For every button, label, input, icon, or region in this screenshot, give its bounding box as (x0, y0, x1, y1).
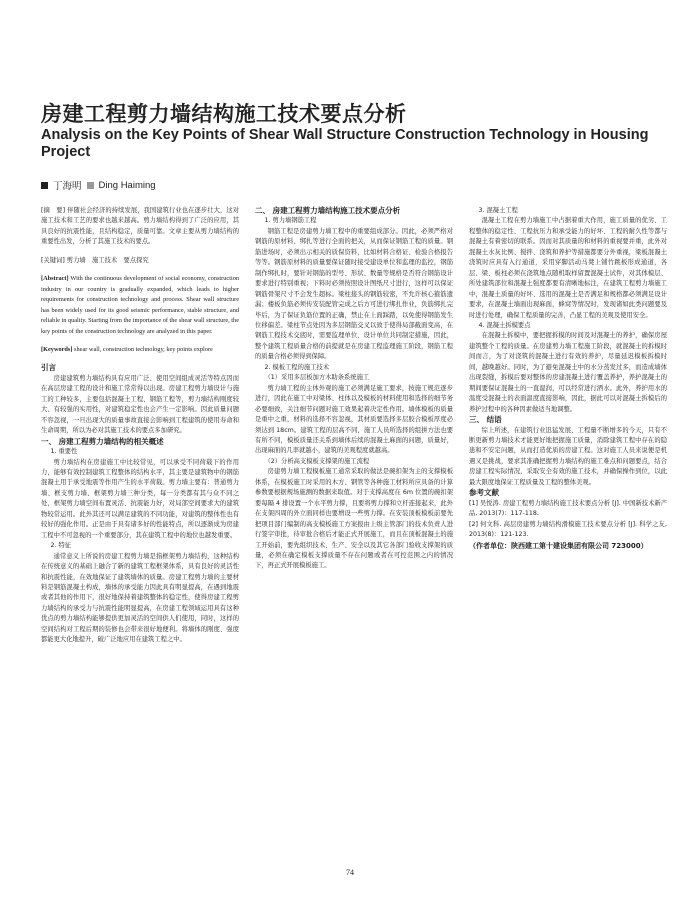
section-1-heading: 一、 房建工程剪力墙结构的相关概述 (41, 436, 164, 446)
section-1-1-heading: 1. 重要性 (50, 448, 78, 456)
keywords-cn: [关键词] 剪力墙 施工技术 要点探究 (41, 256, 149, 264)
article-title-cn: 房建工程剪力墙结构施工技术要点分析 (41, 102, 407, 126)
author-line (41, 178, 156, 192)
author-name-en: Ding Haiming (98, 179, 156, 191)
article-title-en: Analysis on the Key Points of Shear Wall Structure Construction Technology in Housing Project (41, 127, 649, 160)
section-2-3-heading: 3. 混凝土工程 (478, 207, 518, 214)
author-marker-icon (87, 182, 94, 189)
section-2-2-heading: 2. 模板工程的施工技术 (264, 363, 330, 371)
column-2 (255, 206, 453, 572)
abstract-en-label: [Abstract] (41, 275, 69, 283)
column-1 (41, 206, 239, 644)
author-affiliation: （作者单位：陕西建工第十建设集团有限公司 723000） (469, 541, 648, 550)
intro-heading: 引言 (41, 363, 56, 373)
section-1-2-heading: 2. 特征 (50, 542, 72, 550)
keywords-en-text: shear wall, construction technology, key points explore (72, 345, 213, 353)
reference-item: [2] 何文科. 高层房建剪力墙结构滑模施工技术要点分析 [J]. 科学之友, 2013(8)：121-123. (469, 520, 667, 539)
section-2-4-heading: 4. 混凝土拆模要点 (478, 321, 531, 329)
section-2-2-2-heading: （2）分析高支模板支撑架的施工流程 (264, 457, 370, 465)
section-3-text: 综上所述，在建筑行业迅猛发展、工程量不断增多的今天，只有不断更新剪力墙技术才能更好地把握施工质量，消除建筑工程中存在的隐患和不安定问题，从而打造优质的房建工程。这对施工人员来说便是机遇又是挑战，要求其准确把握剪力墙结构的施工难点和问题要点，结合房建工程实际情况，采取安全有效的施工技术，并确保操作到位，以此最大限度地保证工程质量及工程的整体美观。 (469, 426, 667, 486)
author-marker-icon (41, 182, 48, 189)
keywords-en (41, 345, 239, 355)
reference-item: [1] 吴悦涛. 房建工程剪力墙结构施工技术要点分析 [J]. 中国新技术新产品, 2013(7)：117-118. (469, 499, 667, 518)
section-2-2-1-text: 剪力墙工程的主体外观的施工必须满足施工要求，按施工规范逐步进行，因此在施工中对梁体、柱体以及模板的材料使用和选择的细节务必要细致，关注细节问题对施工效果起着决定性作用。墙体模板的质量是重中之重，材料的选择不容忽视，其材质要选择多层胶合模板厚度必须达到 18cm。建筑工程的层高不同，施工人员所选择的组拼方法也要有所不同，模板质量还关系到墙体后续的混凝土麻面的问题，质量好，出现麻面的几率就越小，建筑的美观程度就越高。 (255, 384, 453, 455)
section-2-2-1-heading: （1）采用多层板加方木助条系统施工 (264, 374, 370, 382)
column-3 (469, 206, 667, 551)
references-heading: 参考文献 (469, 488, 499, 498)
section-2-2-2-text: 房建剪力墙工程模板施工通常采取的做法是碗扣架为主的支撑模板体系，在模板施工时采用的木方、钢管等各种施工材料所应具备的计算参数要根据规场施测的数据来取值。对于支撑高度在 6m 位置的碗扣架要每隔 4 排设置一个水平剪力撑，且要将剪力撑和立杆连接起来，此外在支架四周的外立面同样也要增设一些剪力撑。在安装顶板模板前要先把项目部门编制的高支模板施工方案报由上级主管部门的技术负责人进行签字审批，待审批合格后才能正式开展施工，而且在顶板混凝土的施工开始前，要先组织技术、生产、安全以及其它各部门验收支撑架的质量，必须在确定模板支撑质量不存在问题或者在可控范围之内的情况下，再正式开展模板施工。 (255, 468, 453, 570)
intro-text: 房建建筑剪力墙结构具有应用广泛、使用空间组成灵活等特点因而在高层房建工程的设计和施工常常得以出现。房建工程剪力墙设计与施工的工种较多，主要包括混凝土工程、钢筋工程等，剪力墙结构刚度较大、有较强的实用性，对建筑稳定性也会产生一定影响。因此质量问题不容忽视，一旦出现大的质量事故直接会影响到工程建筑的使用寿命和生命周期，所以为必对其施工技术的要点多加研究。 (41, 374, 239, 435)
keywords-en-label: [Keywords] (41, 345, 73, 353)
section-1-1-text: 剪力墙结构在房建施工中比较常见，可以承受不同荷载下的作用力，能够有效控制建筑工程整体的结构水平，其主要是建筑物中的钢筋混凝土用于承受地震等作用产生的水平荷载。剪力墙主要有：普通剪力墙、框支剪力墙、框架剪力墙三种分类，每一分类都有其与众不同之处，框架剪力墙空间布置灵活、抗震能力好，对局部空间要求大的建筑物较常运用。此外其还可以满足建筑的不同功能，对建筑的整体性也有较好的强化作用。正是由于具有诸多好的性能特点，所以逐渐成为房建工程中不可忽视的一个重要部分，其在建筑工程中的地位也越发重要。 (41, 458, 239, 539)
section-2-1-heading: 1. 剪力墙钢筋工程 (264, 217, 317, 225)
abstract-cn: [摘 要] 伴随社会经济的持续发展，我国建筑行业也在逐步壮大，这对施工技术和工艺的要求也越来越高。剪力墙结构得到了广泛的应用，其具良好的抗震性能，且结构稳定，质量可靠。文章主要从剪力墙结构的重要性出发，分析了其施工技术的要点。 (41, 207, 239, 246)
section-3-heading: 三、 结语 (469, 415, 502, 425)
abstract-en-text: With the continuous development of social economy, construction industry in our country is gradually expanded, which leads to higher requirements for construction technology and process. Shear wall structure has been widely used for its good seismic performance, stable structure, and reliable in quality. Starting from the importance of the shear wall structure, the key points of the construction technology are analyzed in this paper. (41, 275, 239, 335)
page-number: 74 (346, 868, 354, 877)
section-1-2-text: 通常意义上所说的房建工程剪力墙是指框架剪力墙结构，这种结构在传统意义的基础上融合了新的建筑工程框架体系，具有良好的灵活性和抗震性能，在效地保证了建筑墙体的质量。房建工程剪力墙的主要材料是钢筋混凝土构成，墙体的承受能力因此具有明显提高，在遇到地震或者其他的作用下，很好地保持着建筑整体的稳定性，使得房建工程剪力墙结构的承受力与抗震性能明显提高，在房建工程领域运用具有这种优点的剪力墙结构能够提供更加灵活的空间供人们使用，同时，这样的空间结构对工程后期的装修也会带来很好地便利。将墙体的刚度、强度都能更大化地提升，破广泛地应用在建筑工程之中。 (41, 552, 239, 644)
section-2-4-text: 在混凝土拆模中，要把握拆模的时间及对混凝土的养护，确保房屋建筑整个工程的质量。在房建剪力墙工程施工阶段，就混凝土的拆模时间而言，为了对浇筑的混凝土进行有效的养护，尽量延迟模板拆模时间，越晚越好。同时，为了避免混凝土中的水分蒸发过多，而造成墙体出现裂缝，拆模后要对整体的房建混凝土进行覆盖养护，养护混凝土的期间要保证混凝土的一直湿润，可以经常进行洒水。此外，养护用水的温度受混凝土的表面温度直接影响，因此，据此可以对混凝土拆模后的养护过程中的各种因素做适当地调整。 (469, 332, 667, 413)
section-2-1-text: 钢筋工程是房建剪力墙工程中的重要组成部分。因此，必须严格对钢筋的原材料、绑扎等进行全面的把关，从而保证钢筋工程的质量。钢筋进场时，必须出示相关的质保资料，比如材料合格证、检验合格报告等等。钢筋原材料的质量要保证随时接受建设单位和监理的监控，钢筋制作绑扎时，要针对钢筋的型号、形状、数量等规格是否符合钢筋设计要求进行特别重视；下料时必须按照设计图纸尺寸进行，这样可以保证钢筋骨架尺寸不会发生超标。梁柱接头的钢筋较密，不允许核心箍筋遗漏；楼板负筋必须传安装配管完成之后方可进行绑扎作业，负筋绑扎完毕后，为了保证负筋位置的正确，禁止在上面踩踏，以免使得钢筋发生位移偏差。梁柱节点处因为多层钢筋交叉以致于使得局部截面变高，在钢筋工程技术交底时，需要监理单位、设计单位共同制定措施，因此，整个建筑工程质量合格的前提就是在房建工程监理施工阶段，钢筋工程的质量合格必须得到保障。 (255, 227, 453, 361)
section-2-3-text: 混凝土工程在剪力墙施工中占据着重大作用，施工质量的优劣、工程整体的稳定性、工程抗压力和承受能力的好坏、工程的耐久性等都与混凝土有着密切的联系。因而对其质量的和材料的重视要并重，此外对混凝土水灰比例、搅拌、浇筑和养护等措施都要分外重视，梁板混凝土浇筑时应具有入行通道，采用穿脚活动马凳上铺竹跳板形成通道，各层、梁、板柱必须在浇筑地点随机取样留置混凝土试件，对其体模层、所处建筑部位和混凝土强度都要有清晰地标注，在建筑工程剪力墙施工中，混凝土质量的好坏、选用的混凝土是否满足和规格都必须满足设计要求，在混凝土墙面出现麻面，蜂窝等情况时，发现诸如此类问题要及时进行处理，确保工程质量的完善，凸显工程的美观及使用安全。 (469, 217, 667, 319)
abstract-en (41, 274, 239, 337)
author-name-cn: 丁海明 (53, 181, 82, 192)
section-2-heading: 二、 房建工程剪力墙结构施工技术要点分析 (255, 206, 401, 215)
